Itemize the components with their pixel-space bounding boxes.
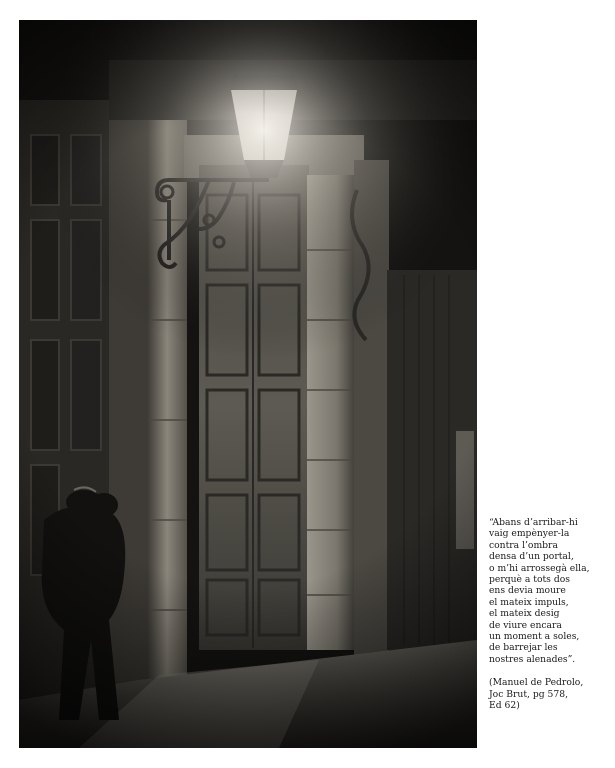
citation-line: (Manuel de Pedrolo,	[489, 677, 584, 689]
quote-line: vaig empènyer-la	[489, 528, 570, 540]
quote-line: contra l’ombra	[489, 539, 558, 551]
quote-line: “Abans d’arribar-hi	[489, 517, 578, 528]
quote-line: de viure encara	[489, 619, 562, 631]
quote-line: perquè a tots dos	[489, 574, 570, 586]
quote-text	[489, 517, 611, 665]
quote-block	[489, 517, 611, 712]
citation	[489, 677, 611, 711]
quote-line: de barrejar les	[489, 642, 558, 654]
night-street-photo	[19, 20, 477, 748]
quote-line: nostres alenades”.	[489, 653, 576, 665]
citation-line: Ed 62)	[489, 700, 520, 712]
quote-line: o m’hi arrossegà ella,	[489, 562, 590, 574]
quote-line: densa d’un portal,	[489, 551, 574, 563]
quote-line: un moment a soles,	[489, 631, 580, 643]
quote-line: el mateix desig	[489, 608, 560, 620]
citation-line: Joc Brut, pg 578,	[489, 688, 569, 700]
quote-line: ens devia moure	[489, 585, 566, 597]
quote-line: el mateix impuls,	[489, 596, 569, 608]
